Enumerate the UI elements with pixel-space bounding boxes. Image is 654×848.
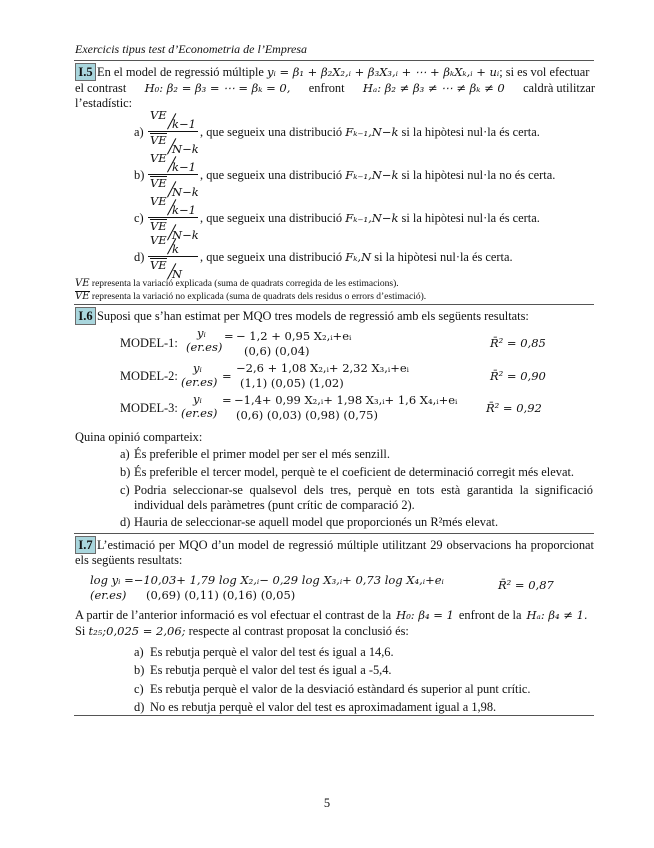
q15-fraction-den-den: N−k (172, 185, 199, 199)
q15-option-dist: Fₖ,N (345, 250, 372, 264)
q15-fraction-bar (148, 256, 198, 257)
q15-option-text-b: si la hipòtesi nul·la és certa. (401, 211, 540, 225)
q15-fraction-num-den: k−1 (172, 117, 196, 131)
q15-line2 (75, 81, 595, 95)
q16-model-2-label: MODEL-2: (120, 369, 178, 383)
q16-option-a-label[interactable]: a) (120, 447, 130, 461)
q16-model-2-rhs: −2,6 + 1,08 X₂,ᵢ+ 2,32 X₃,ᵢ+eᵢ (236, 361, 409, 375)
q17-option-b-label[interactable]: b) (134, 663, 145, 677)
q17-se-label: (er.es) (90, 588, 127, 602)
q17-si-line (75, 624, 409, 638)
q16-option-b-label[interactable]: b) (120, 465, 131, 479)
q16-model-1-eq-sign: = (224, 329, 234, 343)
q15-fraction-den: VE (150, 258, 167, 272)
q15-fraction-bar (148, 131, 198, 132)
q15-note2-sym: VE (75, 291, 90, 302)
q15-option-text-b: si la hipòtesi nul·la és certa. (401, 125, 540, 139)
q15-fraction-num-den: k−1 (172, 160, 196, 174)
page-number: 5 (323, 796, 331, 810)
q16-option-b-text[interactable]: És preferible el tercer model, perquè te el coeficient de determinació corregit més elevat. (134, 465, 574, 479)
q17-r2: R̄² = 0,87 (498, 578, 554, 592)
q15-fraction-den: VE (150, 219, 167, 233)
q15-option-text-a: , que segueix una distribució (200, 125, 343, 139)
q15-fraction-num-den: k−1 (172, 203, 196, 217)
q15-fraction-bar (148, 217, 198, 218)
page-header: Exercicis tipus test d’Econometria de l’Empresa (75, 42, 308, 56)
q15-fraction-bar (148, 174, 198, 175)
q16-model-1-lhs-top: yᵢ (197, 326, 206, 340)
q17-option-b-text[interactable]: Es rebutja perquè el valor del test és igual a -5,4. (150, 663, 392, 677)
q15-option-text[interactable] (200, 125, 540, 139)
q15-line2-c: caldrà utilitzar (523, 81, 595, 95)
q16-model-1-r2: R̄² = 0,85 (490, 336, 546, 350)
q16-model-3-eq-sign: = (222, 393, 232, 407)
q15-intro-b: ; si es vol efectuar (499, 65, 590, 79)
q16-option-c-text[interactable]: Podria seleccionar-se qualsevol dels tres, perquè en tots està garantida la significació (134, 483, 593, 497)
q16-model-2-lhs-bot: (er.es) (181, 375, 218, 389)
q17-contrast-line (75, 608, 595, 622)
q15-fraction-den: VE (150, 176, 167, 190)
q15-option-text-b: si la hipòtesi nul·la és certa. (374, 250, 513, 264)
q15-option-dist: Fₖ₋₁,N−k (345, 125, 399, 139)
q15-fraction-num: VE (150, 194, 167, 208)
q16-model-2-lhs-top: yᵢ (193, 361, 202, 375)
question-number-1-5: I.5 (75, 63, 96, 81)
q15-line3: l’estadístic: (75, 96, 133, 110)
q16-model-3-lhs-top: yᵢ (193, 392, 202, 406)
q16-model-1-label: MODEL-1: (120, 336, 178, 350)
q16-model-3-lhs-bot: (er.es) (181, 406, 218, 420)
q17-contrast-a: A partir de l’anterior informació es vol efectuar el contrast de la (75, 608, 392, 622)
q15-option-dist: Fₖ₋₁,N−k (345, 211, 399, 225)
q15-option-text[interactable] (200, 168, 555, 182)
q15-fraction-den-den: N−k (172, 142, 199, 156)
q17-option-a-text[interactable]: Es rebutja perquè el valor del test és igual a 14,6. (150, 645, 394, 659)
q17-ha: Hₐ: β₄ ≠ 1. (526, 608, 588, 622)
q15-line2-a: el contrast (75, 81, 127, 95)
q15-h0: H₀: β₂ = β₃ = ⋯ = βₖ = 0, (144, 81, 291, 95)
q15-option-dist: Fₖ₋₁,N−k (345, 168, 399, 182)
q16-model-1-rhs: − 1,2 + 0,95 X₂,ᵢ+eᵢ (236, 329, 352, 343)
q15-fraction-den-den: N (172, 267, 183, 281)
q17-si-a: Si (75, 624, 86, 638)
q17-contrast-b: enfront de la (458, 608, 522, 622)
q16-intro: Suposi que s’han estimat per MQO tres models de regressió amb els següents resultats: (97, 309, 529, 323)
q17-intro-2: els següents resultats: (75, 553, 183, 567)
q17-si-b: respecte al contrast proposat la conclusió és: (188, 624, 409, 638)
q15-line2-b: enfront (308, 81, 345, 95)
q17-option-a-label[interactable]: a) (134, 645, 144, 659)
q15-fraction-num-den: k (172, 242, 179, 256)
q16-option-d-label[interactable]: d) (120, 515, 131, 529)
q15-option-text[interactable] (200, 250, 513, 264)
q16-model-2-se: (1,1) (0,05) (1,02) (240, 376, 344, 390)
q16-option-c-text2[interactable]: individual dels paràmetres (punt crític de comparació 2). (134, 498, 415, 512)
q17-option-c-text[interactable]: Es rebutja perquè el valor de la desviació estàndard és superior al punt crític. (150, 682, 531, 696)
q15-model-eq: yᵢ = β₁ + β₂X₂,ᵢ + β₃X₃,ᵢ + ⋯ + βₖXₖ,ᵢ + uᵢ (267, 65, 500, 79)
q15-option-label[interactable]: c) (134, 211, 144, 225)
q17-intro-1: L’estimació per MQO d’un model de regressió múltiple utilitzant 29 observacions ha proporcionat (97, 538, 594, 552)
q16-model-1-lhs-bot: (er.es) (186, 340, 223, 354)
question-number-1-6: I.6 (75, 307, 96, 325)
q15-option-text-b: si la hipòtesi nul·la no és certa. (401, 168, 556, 182)
q15-option-text-a: , que segueix una distribució (200, 250, 343, 264)
header-rule (74, 60, 594, 61)
q17-se-values: (0,69) (0,11) (0,16) (0,05) (146, 588, 296, 602)
q15-note1-sym: VE (75, 278, 90, 289)
q15-fraction-num: VE (150, 108, 167, 122)
q17-h0: H₀: β₄ = 1 (396, 608, 454, 622)
q15-intro (97, 65, 589, 79)
q16-model-2-eq-sign: = (222, 369, 232, 383)
q17-option-d-text[interactable]: No es rebutja perquè el valor del test es aproximadament igual a 1,98. (150, 700, 497, 714)
q15-note1-text: representa la variació explicada (suma de quadrats corregida de les estimacions). (91, 279, 399, 289)
rule-after-q15 (74, 304, 594, 305)
q15-fraction-num: VE (150, 233, 167, 247)
q17-option-c-label[interactable]: c) (134, 682, 144, 696)
q15-ha: Hₐ: β₂ ≠ β₃ ≠ ⋯ ≠ βₖ ≠ 0 (362, 81, 505, 95)
q15-fraction-den: VE (150, 133, 167, 147)
q16-option-c-label[interactable]: c) (120, 483, 130, 497)
q15-intro-a: En el model de regressió múltiple (97, 65, 264, 79)
q15-fraction-num: VE (150, 151, 167, 165)
rule-after-q17 (74, 715, 594, 716)
q15-note-2 (75, 290, 426, 304)
q15-option-label[interactable]: d) (134, 250, 145, 264)
q15-note2-text: representa la variació no explicada (suma de quadrats dels residus o errors d’estimació). (91, 292, 427, 302)
q17-t-value: t₂₅;0,025 = 2,06; (88, 624, 186, 638)
q15-option-label[interactable]: a) (134, 125, 144, 139)
q15-option-text-a: , que segueix una distribució (200, 168, 343, 182)
q15-fraction-den-den: N−k (172, 228, 199, 242)
q15-note-1 (75, 277, 399, 291)
q16-model-3-label: MODEL-3: (120, 401, 178, 415)
q16-model-2-r2: R̄² = 0,90 (490, 369, 546, 383)
q16-model-3-se: (0,6) (0,03) (0,98) (0,75) (236, 408, 378, 422)
q17-option-d-label[interactable]: d) (134, 700, 145, 714)
q16-option-d-text[interactable]: Hauria de seleccionar-se aquell model que proporcionés un R²més elevat. (134, 515, 499, 529)
rule-after-q16 (74, 533, 594, 534)
q15-option-label[interactable]: b) (134, 168, 145, 182)
q17-equation: log yᵢ =−10,03+ 1,79 log X₂,ᵢ− 0,29 log X₃,ᵢ+ 0,73 log X₄,ᵢ+eᵢ (90, 573, 444, 587)
q15-option-text-a: , que segueix una distribució (200, 211, 343, 225)
q16-model-1-se: (0,6) (0,04) (244, 344, 310, 358)
question-number-1-7: I.7 (75, 536, 96, 554)
q16-option-a-text[interactable]: És preferible el primer model per ser el més senzill. (134, 447, 390, 461)
q15-option-text[interactable] (200, 211, 540, 225)
q16-model-3-r2: R̄² = 0,92 (486, 401, 542, 415)
q16-model-3-rhs: −1,4+ 0,99 X₂,ᵢ+ 1,98 X₃,ᵢ+ 1,6 X₄,ᵢ+eᵢ (234, 393, 458, 407)
q16-question: Quina opinió comparteix: (75, 430, 203, 444)
